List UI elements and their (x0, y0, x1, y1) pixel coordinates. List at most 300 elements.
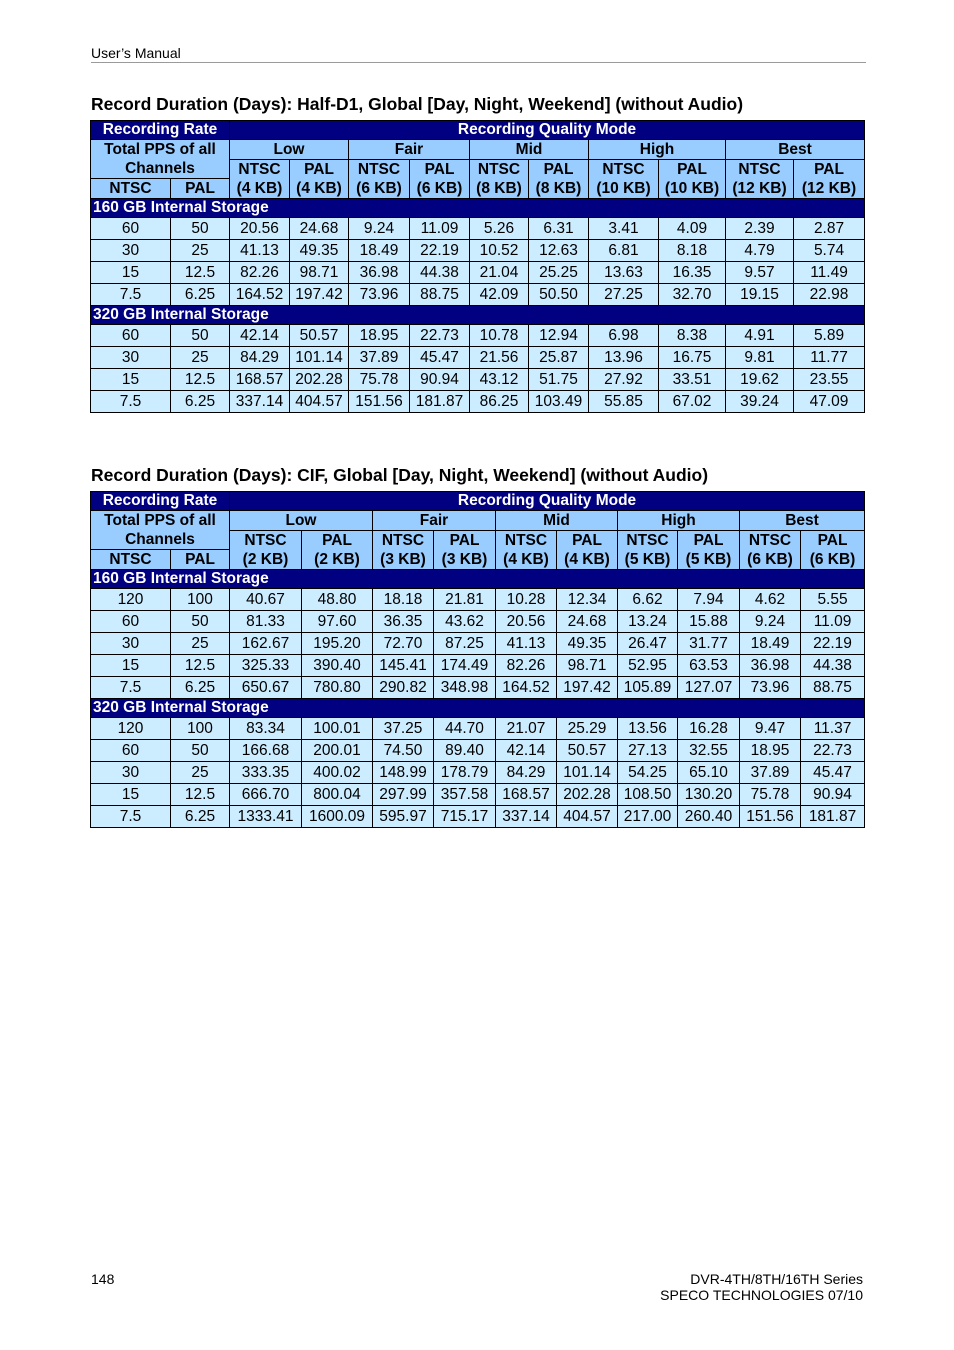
table-cell: 37.89 (349, 347, 410, 369)
table-cell: 18.49 (740, 633, 801, 655)
table-cell: 101.14 (557, 762, 618, 784)
table-cell: 666.70 (230, 784, 302, 806)
table-cell: 39.24 (726, 391, 794, 413)
table-row (91, 718, 865, 740)
table-cell: 25 (171, 762, 230, 784)
table-cell: 2.87 (794, 218, 865, 240)
table-cell: 7.5 (91, 284, 171, 306)
footer-line-2: SPECO TECHNOLOGIES 07/10 (660, 1287, 863, 1303)
sub-header-standard: NTSC (357, 161, 401, 178)
page-number: 148 (91, 1271, 115, 1287)
table-cell: 90.94 (410, 369, 470, 391)
table-cell: 11.49 (794, 262, 865, 284)
table-cell: 13.24 (618, 611, 678, 633)
table-cell: 37.89 (740, 762, 801, 784)
table-cell: 43.12 (470, 369, 529, 391)
table-cell: 19.15 (726, 284, 794, 306)
table-row (91, 262, 865, 284)
table-cell: 103.49 (529, 391, 589, 413)
table-row (91, 655, 865, 677)
table-cell: 36.35 (373, 611, 434, 633)
table-cell: 22.19 (801, 633, 865, 655)
table-cell: 4.79 (726, 240, 794, 262)
sub-header-standard: NTSC (748, 532, 792, 549)
table-row (91, 347, 865, 369)
table-cell: 800.04 (302, 784, 373, 806)
table-cell: 404.57 (290, 391, 349, 413)
sub-header-size: (12 KB) (801, 180, 857, 197)
table-cell: 43.62 (434, 611, 496, 633)
table-row (91, 762, 865, 784)
table-cell: 25.29 (557, 718, 618, 740)
table-cell: 404.57 (557, 806, 618, 828)
header-rule (91, 62, 866, 63)
table-cell: 10.52 (470, 240, 529, 262)
table-cell: 12.5 (171, 655, 230, 677)
table-cell: 50 (171, 325, 230, 347)
sub-header-standard: PAL (304, 161, 334, 178)
ntsc-header: NTSC (91, 179, 171, 199)
table-cell: 16.35 (659, 262, 726, 284)
table-cell: 12.5 (171, 369, 230, 391)
table-cell: 337.14 (230, 391, 290, 413)
table-cell: 7.5 (91, 391, 171, 413)
sub-header-standard: PAL (572, 532, 602, 549)
table-cell: 7.94 (678, 589, 740, 611)
table-row (91, 391, 865, 413)
table-cell: 164.52 (496, 677, 557, 699)
table-cell: 31.77 (678, 633, 740, 655)
table-cell: 83.34 (230, 718, 302, 740)
sub-header-cell (529, 160, 589, 199)
table-cell: 55.85 (589, 391, 659, 413)
header-row-top (91, 121, 865, 140)
table-cell: 82.26 (496, 655, 557, 677)
sub-header-cell (302, 531, 373, 570)
table-cell: 75.78 (349, 369, 410, 391)
table-cell: 9.81 (726, 347, 794, 369)
table-cell: 18.49 (349, 240, 410, 262)
table-cell: 20.56 (230, 218, 290, 240)
table-cell: 202.28 (557, 784, 618, 806)
sub-header-size: (12 KB) (732, 180, 787, 197)
sub-header-standard: PAL (814, 161, 844, 178)
pal-header: PAL (171, 550, 230, 570)
quality-mode-header: Recording Quality Mode (230, 492, 865, 511)
table-cell: 6.62 (618, 589, 678, 611)
ntsc-header: NTSC (91, 550, 171, 570)
storage-group-label: 320 GB Internal Storage (91, 306, 865, 325)
table-cell: 6.25 (171, 284, 230, 306)
table-cell: 82.26 (230, 262, 290, 284)
table-cell: 151.56 (740, 806, 801, 828)
total-pps-header: Total PPS of all Channels (91, 511, 230, 550)
sub-header-size: (4 KB) (503, 551, 549, 568)
sub-header-size: (6 KB) (416, 180, 463, 197)
storage-group-label: 160 GB Internal Storage (91, 199, 865, 218)
table-cell: 32.55 (678, 740, 740, 762)
table-cell: 40.67 (230, 589, 302, 611)
quality-mode-high: High (618, 511, 740, 531)
table-cell: 6.25 (171, 391, 230, 413)
table-row (91, 325, 865, 347)
table-cell: 88.75 (801, 677, 865, 699)
table-cell: 44.38 (801, 655, 865, 677)
table-cell: 45.47 (410, 347, 470, 369)
table-cell: 650.67 (230, 677, 302, 699)
table-cell: 162.67 (230, 633, 302, 655)
table-cell: 30 (91, 633, 171, 655)
table-cell: 148.99 (373, 762, 434, 784)
table-cell: 87.25 (434, 633, 496, 655)
header-row-modes (91, 511, 865, 531)
sub-header-cell (618, 531, 678, 570)
quality-mode-high: High (589, 140, 726, 160)
section-title-half-d1: Record Duration (Days): Half-D1, Global [Day, Night, Weekend] (without Audio) (91, 94, 744, 114)
table-cell: 9.47 (740, 718, 801, 740)
table-cell: 98.71 (290, 262, 349, 284)
table-cell: 49.35 (557, 633, 618, 655)
table-cell: 45.47 (801, 762, 865, 784)
table-cell: 260.40 (678, 806, 740, 828)
table-cell: 100 (171, 718, 230, 740)
table-cell: 50.57 (290, 325, 349, 347)
table-cell: 325.33 (230, 655, 302, 677)
sub-header-standard: NTSC (626, 532, 669, 549)
table-cell: 130.20 (678, 784, 740, 806)
footer-series (660, 1271, 863, 1303)
running-header: User’s Manual (91, 45, 181, 61)
sub-header-cell (794, 160, 865, 199)
recording-rate-header: Recording Rate (91, 121, 230, 140)
table-cell: 197.42 (557, 677, 618, 699)
table-cell: 42.14 (230, 325, 290, 347)
header-row-modes (91, 140, 865, 160)
table-cell: 63.53 (678, 655, 740, 677)
table-cell: 84.29 (496, 762, 557, 784)
table-row (91, 589, 865, 611)
table-cell: 25 (171, 633, 230, 655)
table-cell: 19.62 (726, 369, 794, 391)
sub-header-standard: NTSC (381, 532, 425, 549)
table-cell: 73.96 (740, 677, 801, 699)
table-row (91, 611, 865, 633)
storage-group-row (91, 699, 865, 718)
table-cell: 168.57 (230, 369, 290, 391)
sub-header-standard: PAL (543, 161, 574, 178)
sub-header-size: (8 KB) (535, 180, 582, 197)
table-cell: 52.95 (618, 655, 678, 677)
table-cell: 98.71 (557, 655, 618, 677)
table-cell: 151.56 (349, 391, 410, 413)
storage-group-row (91, 570, 865, 589)
sub-header-standard: PAL (677, 161, 707, 178)
sub-header-size: (2 KB) (242, 551, 289, 568)
table-cell: 21.81 (434, 589, 496, 611)
table-cell: 44.70 (434, 718, 496, 740)
table-cell: 4.62 (740, 589, 801, 611)
table-cell: 30 (91, 762, 171, 784)
table-cell: 12.94 (529, 325, 589, 347)
table-cell: 42.09 (470, 284, 529, 306)
table-cell: 5.89 (794, 325, 865, 347)
sub-header-cell (434, 531, 496, 570)
table-cell: 11.37 (801, 718, 865, 740)
table-cell: 120 (91, 589, 171, 611)
table-cell: 4.09 (659, 218, 726, 240)
table-cell: 32.70 (659, 284, 726, 306)
table-cell: 8.18 (659, 240, 726, 262)
table-cell: 86.25 (470, 391, 529, 413)
table-cell: 105.89 (618, 677, 678, 699)
table-cell: 357.58 (434, 784, 496, 806)
table-cell: 202.28 (290, 369, 349, 391)
table-cell: 50 (171, 740, 230, 762)
sub-header-cell (496, 531, 557, 570)
sub-header-size: (3 KB) (380, 551, 426, 568)
table-cell: 97.60 (302, 611, 373, 633)
table-cell: 6.25 (171, 806, 230, 828)
table-cell: 49.35 (290, 240, 349, 262)
table-cell: 20.56 (496, 611, 557, 633)
table-cell: 74.50 (373, 740, 434, 762)
sub-header-cell (726, 160, 794, 199)
quality-mode-best: Best (726, 140, 865, 160)
table-cell: 27.25 (589, 284, 659, 306)
table-cell: 25.87 (529, 347, 589, 369)
sub-header-standard: NTSC (602, 161, 645, 178)
sub-header-standard: NTSC (477, 161, 521, 178)
table-cell: 25.25 (529, 262, 589, 284)
table-cell: 67.02 (659, 391, 726, 413)
table-cell: 6.98 (589, 325, 659, 347)
sub-header-standard: NTSC (504, 532, 548, 549)
total-pps-header: Total PPS of all Channels (91, 140, 230, 179)
table-cell: 11.77 (794, 347, 865, 369)
table-cell: 21.56 (470, 347, 529, 369)
table-cell: 13.56 (618, 718, 678, 740)
pal-header: PAL (171, 179, 230, 199)
table-cell: 348.98 (434, 677, 496, 699)
sub-header-size: (2 KB) (314, 551, 360, 568)
table-cell: 42.14 (496, 740, 557, 762)
table-cell: 26.47 (618, 633, 678, 655)
table-cell: 50.57 (557, 740, 618, 762)
table-cell: 25 (171, 347, 230, 369)
table-cell: 127.07 (678, 677, 740, 699)
table-row (91, 284, 865, 306)
table-cell: 7.5 (91, 806, 171, 828)
sub-header-standard: PAL (424, 161, 455, 178)
sub-header-size: (5 KB) (624, 551, 671, 568)
table-cell: 27.13 (618, 740, 678, 762)
sub-header-cell (589, 160, 659, 199)
table-cell: 22.73 (410, 325, 470, 347)
table-cell: 12.5 (171, 262, 230, 284)
table-cell: 81.33 (230, 611, 302, 633)
storage-group-row (91, 306, 865, 325)
table-cell: 47.09 (794, 391, 865, 413)
storage-group-label: 320 GB Internal Storage (91, 699, 865, 718)
table-cell: 181.87 (410, 391, 470, 413)
table-row (91, 240, 865, 262)
quality-mode-fair: Fair (373, 511, 496, 531)
quality-mode-mid: Mid (470, 140, 589, 160)
table-cell: 21.04 (470, 262, 529, 284)
table-cell: 22.98 (794, 284, 865, 306)
table-cell: 44.38 (410, 262, 470, 284)
table-cell: 22.19 (410, 240, 470, 262)
sub-header-size: (6 KB) (356, 180, 402, 197)
table-cell: 290.82 (373, 677, 434, 699)
table-cell: 22.73 (801, 740, 865, 762)
table-cell: 13.63 (589, 262, 659, 284)
sub-header-cell (659, 160, 726, 199)
table-cell: 15 (91, 655, 171, 677)
table-cell: 120 (91, 718, 171, 740)
table-cell: 51.75 (529, 369, 589, 391)
table-cell: 24.68 (557, 611, 618, 633)
table-cell: 10.78 (470, 325, 529, 347)
record-duration-table-cif (90, 491, 865, 828)
table-cell: 41.13 (496, 633, 557, 655)
table-cell: 18.18 (373, 589, 434, 611)
table-cell: 100.01 (302, 718, 373, 740)
sub-header-cell (230, 531, 302, 570)
sub-header-standard: PAL (322, 532, 352, 549)
sub-header-cell (557, 531, 618, 570)
table-cell: 181.87 (801, 806, 865, 828)
table-cell: 15 (91, 369, 171, 391)
table-row (91, 369, 865, 391)
table-cell: 60 (91, 325, 171, 347)
table-cell: 101.14 (290, 347, 349, 369)
table-cell: 10.28 (496, 589, 557, 611)
table-cell: 48.80 (302, 589, 373, 611)
sub-header-size: (4 KB) (296, 180, 342, 197)
table-cell: 60 (91, 611, 171, 633)
table-cell: 174.49 (434, 655, 496, 677)
table-cell: 75.78 (740, 784, 801, 806)
table-cell: 16.28 (678, 718, 740, 740)
table-cell: 60 (91, 740, 171, 762)
table-cell: 200.01 (302, 740, 373, 762)
quality-mode-mid: Mid (496, 511, 618, 531)
table-row (91, 806, 865, 828)
sub-header-size: (4 KB) (236, 180, 283, 197)
table-cell: 400.02 (302, 762, 373, 784)
table-cell: 73.96 (349, 284, 410, 306)
sub-header-cell (373, 531, 434, 570)
quality-mode-fair: Fair (349, 140, 470, 160)
table-cell: 2.39 (726, 218, 794, 240)
table-cell: 6.31 (529, 218, 589, 240)
table-cell: 12.5 (171, 784, 230, 806)
sub-header-size: (8 KB) (476, 180, 522, 197)
sub-header-cell (801, 531, 865, 570)
table-cell: 72.70 (373, 633, 434, 655)
table-row (91, 677, 865, 699)
table-cell: 3.41 (589, 218, 659, 240)
table-cell: 9.24 (740, 611, 801, 633)
header-row-top (91, 492, 865, 511)
sub-header-cell (410, 160, 470, 199)
table-row (91, 633, 865, 655)
table-cell: 60 (91, 218, 171, 240)
table-cell: 145.41 (373, 655, 434, 677)
table-cell: 9.24 (349, 218, 410, 240)
sub-header-standard: NTSC (244, 532, 287, 549)
table-cell: 65.10 (678, 762, 740, 784)
table-cell: 5.55 (801, 589, 865, 611)
table-cell: 16.75 (659, 347, 726, 369)
table-cell: 18.95 (740, 740, 801, 762)
table-cell: 12.63 (529, 240, 589, 262)
table-cell: 4.91 (726, 325, 794, 347)
sub-header-standard: NTSC (738, 161, 781, 178)
table-cell: 27.92 (589, 369, 659, 391)
table-cell: 33.51 (659, 369, 726, 391)
table-cell: 166.68 (230, 740, 302, 762)
sub-header-cell (470, 160, 529, 199)
table-cell: 333.35 (230, 762, 302, 784)
table-cell: 780.80 (302, 677, 373, 699)
quality-mode-best: Best (740, 511, 865, 531)
section-title-cif: Record Duration (Days): CIF, Global [Day, Night, Weekend] (without Audio) (91, 465, 709, 485)
table-cell: 337.14 (496, 806, 557, 828)
table-cell: 11.09 (801, 611, 865, 633)
table-cell: 12.34 (557, 589, 618, 611)
table-row (91, 740, 865, 762)
table-cell: 15.88 (678, 611, 740, 633)
sub-header-standard: NTSC (238, 161, 281, 178)
table-cell: 41.13 (230, 240, 290, 262)
table-cell: 21.07 (496, 718, 557, 740)
table-cell: 9.57 (726, 262, 794, 284)
quality-mode-header: Recording Quality Mode (230, 121, 865, 140)
table-cell: 108.50 (618, 784, 678, 806)
table-cell: 100 (171, 589, 230, 611)
table-cell: 6.25 (171, 677, 230, 699)
table-cell: 36.98 (349, 262, 410, 284)
quality-mode-low: Low (230, 140, 349, 160)
table-cell: 195.20 (302, 633, 373, 655)
table-cell: 50 (171, 218, 230, 240)
table-cell: 15 (91, 262, 171, 284)
table-cell: 6.81 (589, 240, 659, 262)
sub-header-cell (678, 531, 740, 570)
table-cell: 25 (171, 240, 230, 262)
table-cell: 11.09 (410, 218, 470, 240)
sub-header-cell (230, 160, 290, 199)
table-cell: 30 (91, 347, 171, 369)
table-cell: 15 (91, 784, 171, 806)
record-duration-table-half-d1 (90, 120, 865, 413)
table-row (91, 218, 865, 240)
sub-header-standard: PAL (817, 532, 848, 549)
table-cell: 5.74 (794, 240, 865, 262)
table-cell: 5.26 (470, 218, 529, 240)
table-cell: 13.96 (589, 347, 659, 369)
sub-header-size: (6 KB) (809, 551, 856, 568)
table-cell: 8.38 (659, 325, 726, 347)
table-cell: 50.50 (529, 284, 589, 306)
footer-line-1: DVR-4TH/8TH/16TH Series (690, 1271, 863, 1287)
sub-header-size: (10 KB) (596, 180, 651, 197)
table-cell: 37.25 (373, 718, 434, 740)
sub-header-standard: PAL (449, 532, 480, 549)
sub-header-cell (290, 160, 349, 199)
